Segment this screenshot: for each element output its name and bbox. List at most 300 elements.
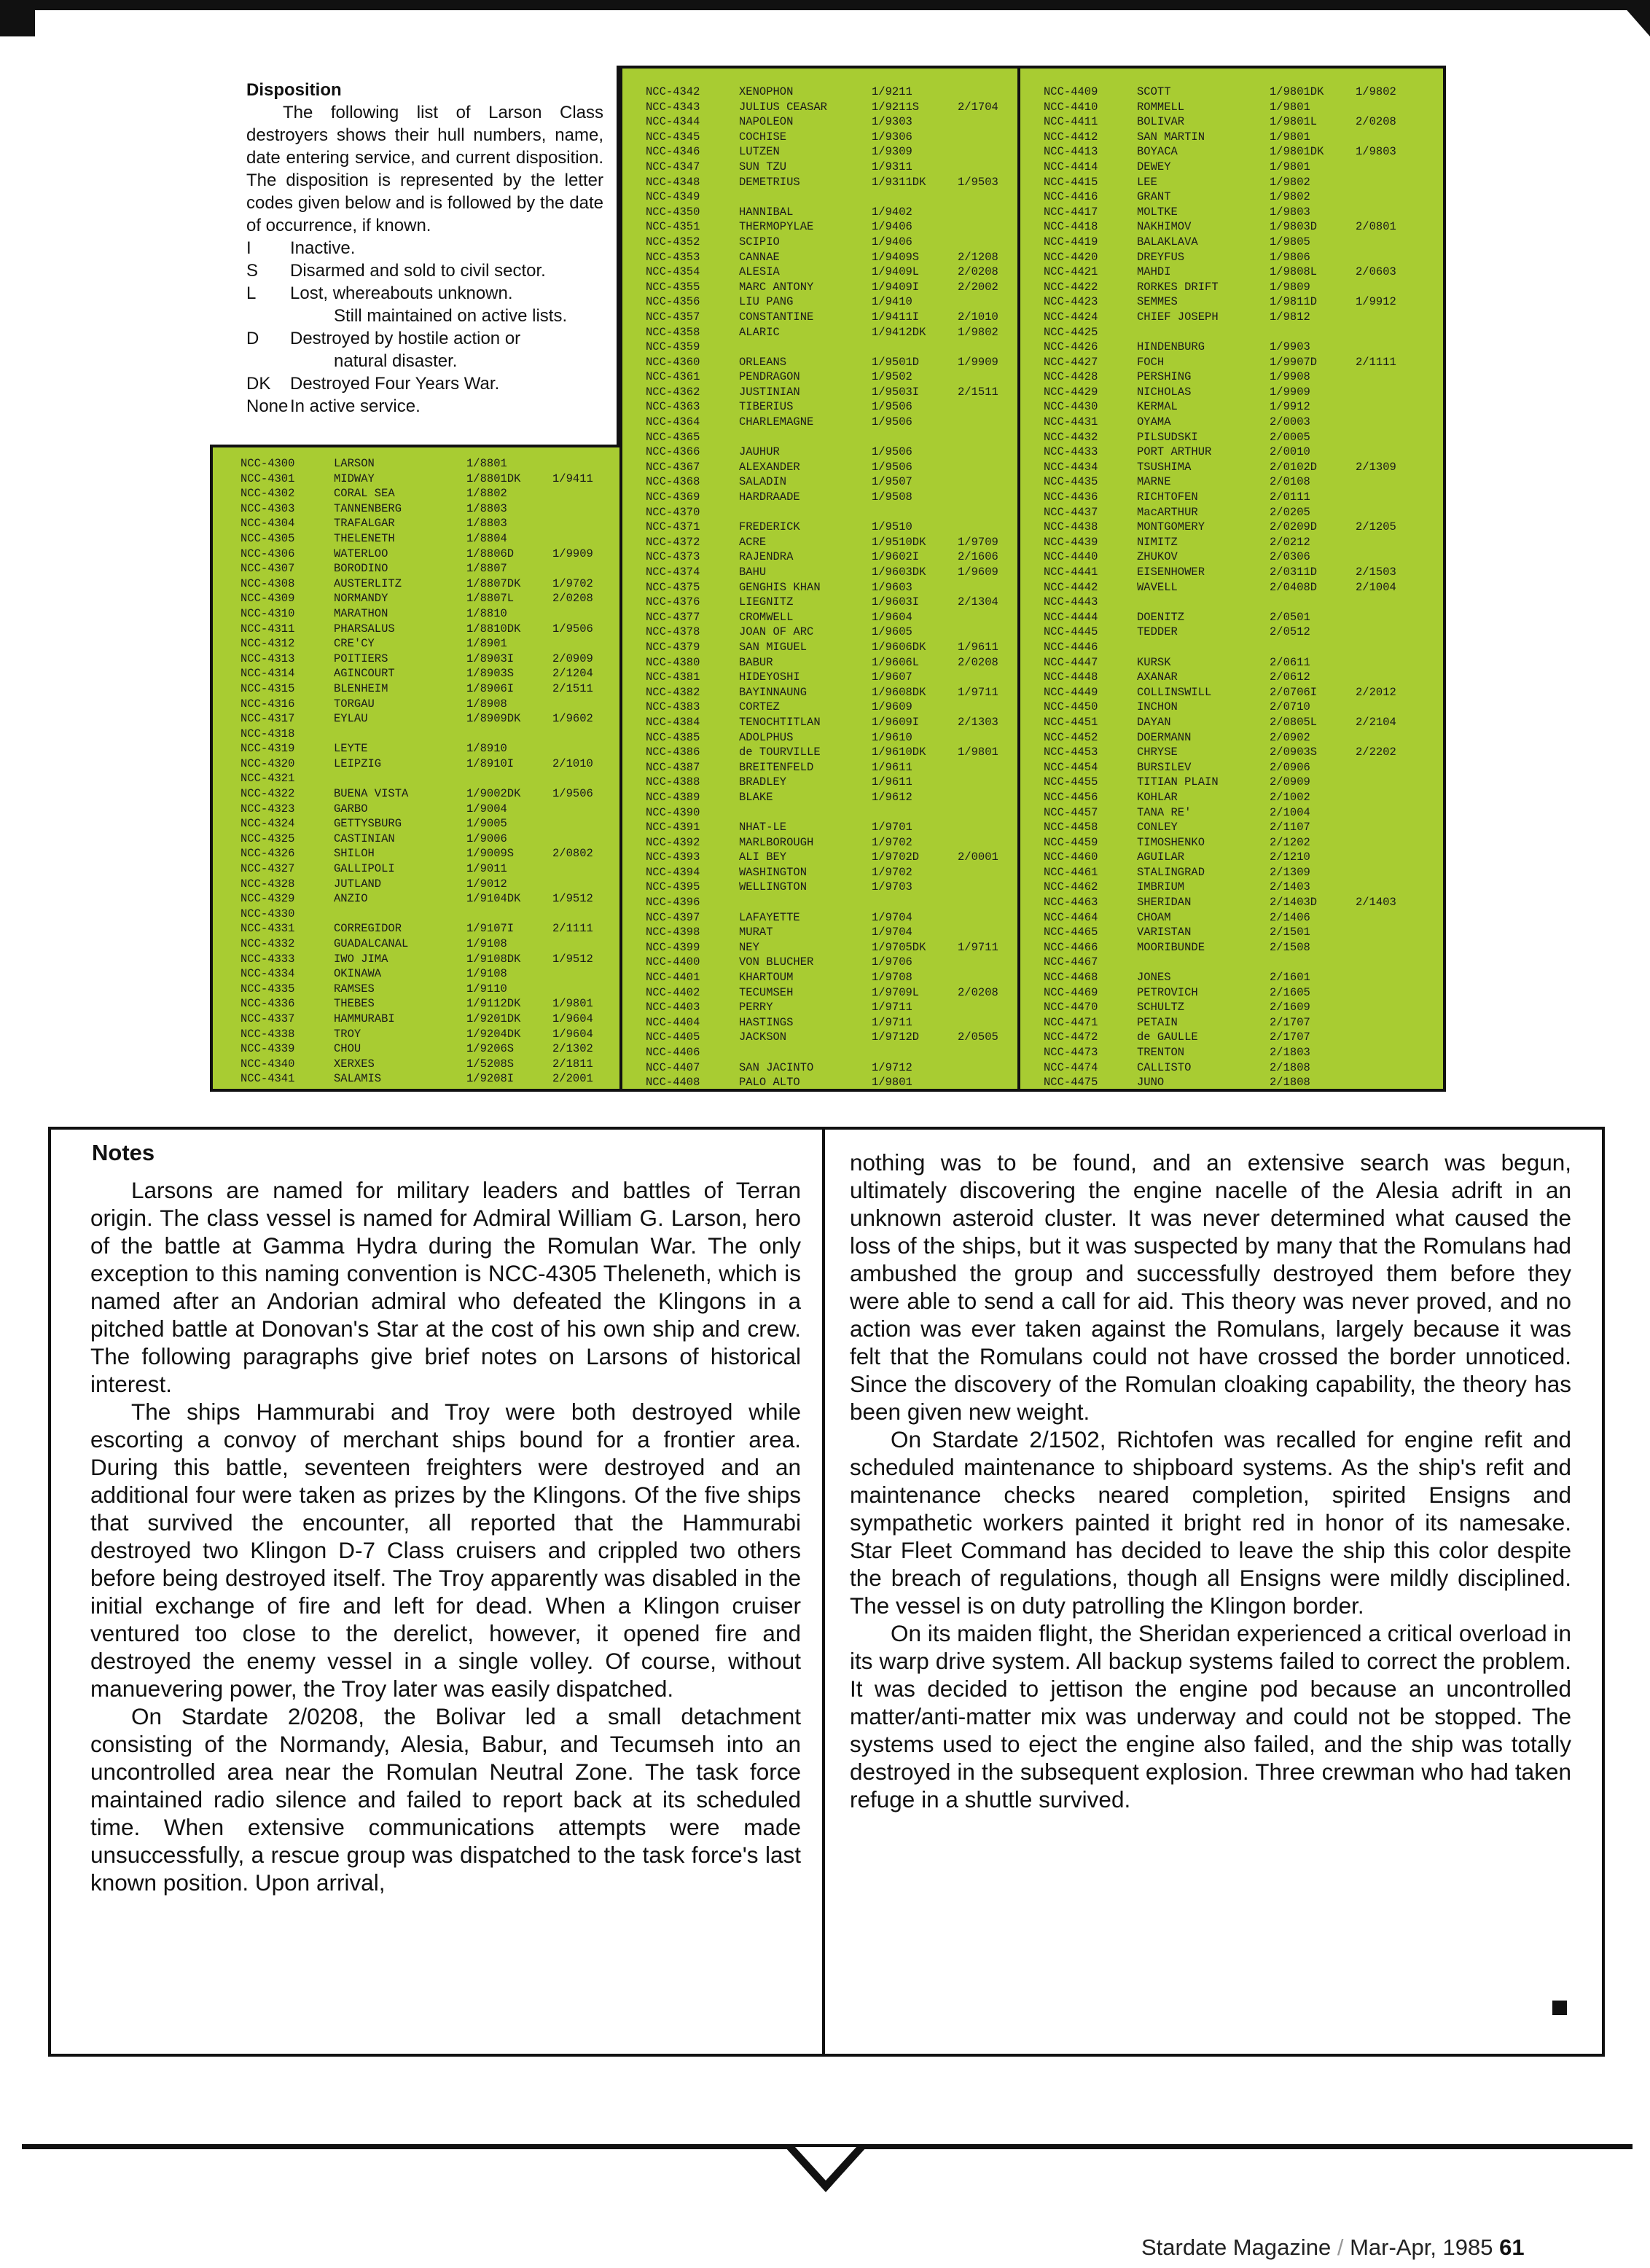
service-date (872, 340, 958, 355)
hull-number: NCC-4318 (241, 727, 295, 740)
ship-name: PILSUDSKI (1137, 430, 1198, 444)
ship-row (1044, 280, 1428, 295)
ship-name: CANNAE (739, 250, 780, 264)
hull-number: NCC-4384 (646, 715, 700, 729)
disposition-date: 2/0603 (1356, 265, 1396, 279)
ship-row (646, 940, 1031, 955)
hull-number: NCC-4345 (646, 130, 700, 144)
ship-row (646, 655, 1031, 670)
service-date: 1/8803 (466, 501, 507, 515)
hull-number: NCC-4330 (241, 907, 295, 920)
hull-number: NCC-4385 (646, 730, 700, 744)
service-date: 1/9801 (1270, 130, 1310, 144)
disposition-date (958, 700, 1031, 715)
disposition-date: 2/0208 (552, 592, 593, 606)
disposition-date (552, 982, 625, 997)
ship-name: TANNENBERG (334, 501, 402, 515)
ship-name: DOERMANN (1137, 730, 1192, 744)
disposition-date (1356, 820, 1428, 835)
service-date: 2/0010 (1270, 445, 1310, 459)
hull-number: NCC-4341 (241, 1072, 295, 1086)
ship-row (646, 1060, 1031, 1076)
ship-name: TRENTON (1137, 1046, 1185, 1059)
disposition-date (552, 877, 625, 892)
ship-name: JUNO (1137, 1076, 1165, 1090)
disposition-date (1356, 925, 1428, 940)
ship-name: HARDRAADE (739, 490, 800, 504)
service-date: 1/9709L (872, 985, 920, 999)
ship-row (241, 1027, 625, 1042)
ship-row (1044, 490, 1428, 505)
ship-name: GARBO (334, 802, 368, 816)
disposition-date (552, 501, 625, 517)
service-date: 1/8903S (466, 667, 515, 681)
ship-row (646, 114, 1031, 130)
service-date: 1/9211 (872, 85, 912, 98)
ship-row (1044, 385, 1428, 400)
hull-number: NCC-4302 (241, 487, 295, 501)
hull-number: NCC-4427 (1044, 355, 1098, 369)
ship-name: MONTGOMERY (1137, 520, 1205, 534)
service-date (466, 907, 552, 922)
service-date: 1/9201DK (466, 1012, 521, 1025)
ship-row (1044, 550, 1428, 565)
disposition-date (1356, 670, 1428, 685)
ship-row (1044, 415, 1428, 430)
ship-row (1044, 730, 1428, 746)
service-date: 1/9603DK (872, 566, 926, 579)
disposition-date (1356, 235, 1428, 250)
disposition-date: 1/9909 (552, 547, 593, 560)
ship-name: MARLBOROUGH (739, 835, 814, 849)
ship-name: CALLISTO (1137, 1060, 1192, 1074)
ship-row (241, 982, 625, 997)
ship-row (241, 816, 625, 832)
ship-name: EISENHOWER (1137, 566, 1205, 579)
ship-row (241, 501, 625, 517)
hull-number: NCC-4350 (646, 205, 700, 219)
hull-number: NCC-4315 (241, 681, 295, 695)
hull-number: NCC-4327 (241, 862, 295, 876)
disposition-date (958, 790, 1031, 805)
hull-number: NCC-4334 (241, 967, 295, 981)
service-date: 1/9204DK (466, 1027, 521, 1041)
ship-row (646, 369, 1031, 385)
hull-number: NCC-4472 (1044, 1031, 1098, 1044)
ship-row (241, 802, 625, 817)
ship-name: SALAMIS (334, 1072, 382, 1086)
ship-row (241, 741, 625, 756)
ship-row (241, 891, 625, 907)
ship-row (646, 790, 1031, 805)
disposition-date: 1/9604 (552, 1027, 593, 1041)
ship-row (1044, 445, 1428, 460)
disposition-date: 2/1010 (552, 756, 593, 770)
disposition-date (1356, 490, 1428, 505)
hull-number: NCC-4424 (1044, 310, 1098, 324)
service-date: 1/8804 (466, 531, 507, 545)
hull-number: NCC-4445 (1044, 625, 1098, 639)
service-date: 2/0710 (1270, 700, 1310, 714)
ship-row (1044, 85, 1428, 100)
ship-name: PENDRAGON (739, 370, 800, 384)
disposition-date: 2/1606 (958, 550, 998, 564)
disposition-date (1356, 474, 1428, 490)
ship-name: BURSILEV (1137, 760, 1192, 774)
disposition-date (958, 474, 1031, 490)
service-date (1270, 955, 1356, 970)
service-date: 1/8810 (466, 606, 507, 620)
ship-row (646, 445, 1031, 460)
disposition-date (552, 606, 625, 622)
ship-row (646, 685, 1031, 700)
hull-number: NCC-4396 (646, 896, 700, 910)
ship-name: LEYTE (334, 742, 368, 756)
disposition-date (1356, 385, 1428, 400)
ship-row (1044, 310, 1428, 325)
ship-row (646, 805, 1031, 821)
service-date: 1/9610DK (872, 746, 926, 759)
disposition-date (552, 966, 625, 982)
ship-name: TIMOSHENKO (1137, 835, 1205, 849)
ship-name: BAYINNAUNG (739, 685, 808, 699)
hull-number: NCC-4356 (646, 295, 700, 309)
service-date: 2/0611 (1270, 655, 1310, 669)
ship-row (241, 531, 625, 547)
ship-row (646, 430, 1031, 445)
hull-number: NCC-4355 (646, 280, 700, 294)
ship-row (646, 250, 1031, 265)
disposition-code: S (246, 261, 259, 281)
disposition-code: None (246, 396, 289, 416)
ship-row (646, 565, 1031, 580)
disposition-date (1356, 1045, 1428, 1060)
ship-row (1044, 1060, 1428, 1076)
disposition-date (1356, 175, 1428, 190)
disposition-date (1356, 340, 1428, 355)
ship-row (1044, 114, 1428, 130)
hull-number: NCC-4347 (646, 160, 700, 173)
ship-row (646, 880, 1031, 895)
service-date: 1/9012 (466, 877, 507, 891)
ship-row (646, 189, 1031, 205)
service-date: 1/9908 (1270, 370, 1310, 384)
ship-row (1044, 1075, 1428, 1090)
service-date (466, 727, 552, 742)
ship-name: HANNIBAL (739, 205, 794, 219)
ship-name (739, 189, 872, 205)
ship-row (646, 1015, 1031, 1031)
ship-name: LUTZEN (739, 145, 780, 159)
ship-name: POITIERS (334, 652, 388, 665)
service-date: 1/9806 (1270, 250, 1310, 264)
service-date: 2/1309 (1270, 865, 1310, 879)
ship-row (241, 606, 625, 622)
hull-number: NCC-4444 (1044, 610, 1098, 624)
ship-row (1044, 460, 1428, 475)
ship-row (1044, 474, 1428, 490)
ship-name: BALAKLAVA (1137, 235, 1198, 249)
ship-row (646, 355, 1031, 370)
ship-row (241, 547, 625, 562)
service-date: 1/9011 (466, 862, 507, 876)
ship-name: SAN MIGUEL (739, 640, 808, 654)
hull-number: NCC-4471 (1044, 1015, 1098, 1029)
hull-number: NCC-4432 (1044, 430, 1098, 444)
disposition-date (958, 1060, 1031, 1076)
disposition-date: 1/9711 (958, 685, 998, 699)
service-date: 1/9907D (1270, 355, 1318, 369)
hull-number: NCC-4321 (241, 772, 295, 786)
ship-row (1044, 1030, 1428, 1045)
disposition-date (1356, 430, 1428, 445)
ship-row (646, 580, 1031, 595)
ship-name (739, 895, 872, 910)
hull-number: NCC-4414 (1044, 160, 1098, 173)
ship-name: GETTYSBURG (334, 817, 402, 831)
disposition-date: 2/2001 (552, 1072, 593, 1086)
ship-name: SHILOH (334, 847, 375, 861)
ship-row (1044, 205, 1428, 220)
service-date: 1/9703 (872, 880, 912, 894)
hull-number: NCC-4470 (1044, 1001, 1098, 1014)
disposition-date: 2/1309 (1356, 460, 1396, 474)
hull-number: NCC-4319 (241, 742, 295, 756)
disposition-date: 1/9709 (958, 535, 998, 549)
ship-name: TANA RE' (1137, 805, 1192, 819)
disposition-code-row (246, 237, 603, 259)
ship-name (334, 771, 466, 786)
service-date: 2/0902 (1270, 730, 1310, 744)
disposition-date: 1/9711 (958, 940, 998, 954)
ship-row (646, 1075, 1031, 1090)
service-date: 1/9605 (872, 625, 912, 639)
ship-row (241, 846, 625, 861)
disposition-code-row (246, 372, 603, 395)
disposition-date (1356, 730, 1428, 746)
hull-number: NCC-4326 (241, 847, 295, 861)
service-date: 2/1605 (1270, 985, 1310, 999)
ship-row (1044, 640, 1428, 655)
ship-name: LEE (1137, 175, 1157, 189)
disposition-date (1356, 595, 1428, 610)
corner-block-right (1618, 0, 1650, 36)
ship-name: XENOPHON (739, 85, 794, 98)
disposition-intro: The following list of Larson Class destroyers shows their hull numbers, name, date entering service, and current disposition. The disposition is represented by the letter codes given below and is followed by the date of occurrence, if known. (246, 103, 603, 235)
ship-row (1044, 655, 1428, 670)
ship-row (1044, 369, 1428, 385)
ship-row (1044, 775, 1428, 790)
disposition-date (552, 456, 625, 472)
disposition-date (958, 1075, 1031, 1090)
service-date: 1/8810DK (466, 622, 521, 636)
hull-number: NCC-4474 (1044, 1060, 1098, 1074)
service-date: 1/9306 (872, 130, 912, 144)
ship-name (739, 430, 872, 445)
hull-number: NCC-4320 (241, 756, 295, 770)
hull-number: NCC-4393 (646, 850, 700, 864)
hull-number: NCC-4349 (646, 190, 700, 204)
hull-number: NCC-4372 (646, 535, 700, 549)
hull-number: NCC-4446 (1044, 640, 1098, 654)
disposition-date (1356, 910, 1428, 926)
ship-name: BREITENFELD (739, 760, 814, 774)
service-date: 1/9704 (872, 926, 912, 939)
service-date: 1/9004 (466, 802, 507, 816)
hull-number: NCC-4305 (241, 531, 295, 545)
disposition-date: 2/2202 (1356, 746, 1396, 759)
disposition-date (552, 802, 625, 817)
ship-row (646, 235, 1031, 250)
hull-number: NCC-4407 (646, 1060, 700, 1074)
hull-number: NCC-4376 (646, 595, 700, 609)
ship-row (241, 861, 625, 877)
service-date: 1/9801L (1270, 115, 1318, 129)
hull-number: NCC-4368 (646, 475, 700, 489)
ship-name: KURSK (1137, 655, 1171, 669)
disposition-date (958, 219, 1031, 235)
top-rule (0, 0, 1650, 10)
ship-name: HAMMURABI (334, 1012, 395, 1025)
ship-name: PETROVICH (1137, 985, 1198, 999)
disposition-date (958, 625, 1031, 640)
disposition-code-description: Destroyed Four Years War. (290, 374, 500, 394)
ship-row (646, 1030, 1031, 1045)
service-date: 2/1406 (1270, 910, 1310, 924)
service-date (872, 189, 958, 205)
ship-name: RAMSES (334, 982, 375, 996)
ship-row (646, 175, 1031, 190)
service-date: 2/0205 (1270, 505, 1310, 519)
hull-number: NCC-4301 (241, 472, 295, 485)
ship-row (241, 472, 625, 487)
hull-number: NCC-4387 (646, 760, 700, 774)
ship-name: TITIAN PLAIN (1137, 775, 1219, 789)
hull-number: NCC-4390 (646, 805, 700, 819)
service-date: 2/0108 (1270, 475, 1310, 489)
ship-name: TRAFALGAR (334, 517, 395, 531)
ship-row (1044, 294, 1428, 310)
ship-row (1044, 189, 1428, 205)
disposition-date (958, 925, 1031, 940)
notes-paragraph: Larsons are named for military leaders and battles of Terran origin. The class vessel is named for Admiral William G. Larson, hero of the battle at Gamma Hydra during the Romulan War. The only exception to this naming convention is NCC-4305 Theleneth, which is named after an Andorian admiral who defeated the Klingons in a pitched battle at Donovan's Star at the cost of his own ship and crew. The following paragraphs give brief notes on Larsons of historical interest. (90, 1177, 801, 1397)
hull-number: NCC-4369 (646, 490, 700, 504)
ship-row (241, 456, 625, 472)
hull-number: NCC-4300 (241, 457, 295, 470)
disposition-date (958, 835, 1031, 850)
end-mark (1552, 2001, 1567, 2015)
service-date: 2/0906 (1270, 760, 1310, 774)
ship-name: MacARTHUR (1137, 505, 1198, 519)
service-date: 1/9712 (872, 1060, 912, 1074)
ship-name: SCHULTZ (1137, 1001, 1185, 1014)
disposition-date (958, 760, 1031, 775)
ship-name: NORMANDY (334, 592, 388, 606)
ship-row (1044, 715, 1428, 730)
ship-name: AXANAR (1137, 670, 1178, 684)
hull-number: NCC-4458 (1044, 821, 1098, 834)
ship-name: CHOU (334, 1042, 361, 1056)
hull-number: NCC-4325 (241, 832, 295, 845)
disposition-date: 2/1010 (958, 310, 998, 324)
ship-name: SCOTT (1137, 85, 1171, 98)
service-date: 2/0306 (1270, 550, 1310, 564)
disposition-date: 2/0802 (552, 847, 593, 861)
service-date: 2/0408D (1270, 580, 1318, 594)
ship-name: NAPOLEON (739, 115, 794, 129)
ship-name: PALO ALTO (739, 1076, 800, 1090)
hull-number: NCC-4453 (1044, 746, 1098, 759)
ship-name: JUTLAND (334, 877, 382, 891)
hull-number: NCC-4361 (646, 370, 700, 384)
hull-number: NCC-4417 (1044, 205, 1098, 219)
hull-number: NCC-4455 (1044, 775, 1098, 789)
ship-row (646, 550, 1031, 565)
disposition-date (1356, 1030, 1428, 1045)
ship-name: LIU PANG (739, 295, 794, 309)
ship-row (1044, 250, 1428, 265)
hull-number: NCC-4416 (1044, 190, 1098, 204)
service-date: 1/9809 (1270, 280, 1310, 294)
notes-title: Notes (92, 1140, 155, 1165)
service-date: 2/0512 (1270, 625, 1310, 639)
ship-name: GUADALCANAL (334, 937, 409, 950)
ship-name: ROMMELL (1137, 100, 1185, 114)
service-date: 1/8901 (466, 637, 507, 651)
ship-row (646, 715, 1031, 730)
disposition-date (958, 205, 1031, 220)
disposition-date (1356, 625, 1428, 640)
hull-number: NCC-4310 (241, 606, 295, 620)
ship-row (241, 486, 625, 501)
service-date: 2/1601 (1270, 971, 1310, 985)
ship-name: TECUMSEH (739, 985, 794, 999)
service-date: 2/0003 (1270, 415, 1310, 429)
disposition-codes (246, 237, 603, 418)
ship-name: SEMMES (1137, 295, 1178, 309)
disposition-date: 1/9912 (1356, 295, 1396, 309)
ship-name: SUN TZU (739, 160, 787, 173)
hull-number: NCC-4324 (241, 817, 295, 831)
service-date: 1/9704 (872, 910, 912, 924)
hull-number: NCC-4373 (646, 550, 700, 564)
hull-number: NCC-4365 (646, 430, 700, 444)
service-date (872, 430, 958, 445)
disposition-date (1356, 100, 1428, 115)
disposition-box (210, 66, 619, 447)
hull-number: NCC-4467 (1044, 955, 1098, 969)
ship-row (1044, 610, 1428, 625)
ship-row (1044, 580, 1428, 595)
service-date: 2/1002 (1270, 790, 1310, 804)
service-date: 1/5208S (466, 1057, 515, 1071)
service-date: 1/9208I (466, 1072, 515, 1086)
service-date (872, 895, 958, 910)
disposition-date (1356, 640, 1428, 655)
hull-number: NCC-4312 (241, 637, 295, 651)
ship-row (1044, 144, 1428, 160)
disposition-date: 2/0208 (958, 265, 998, 279)
disposition-code-row (246, 395, 603, 418)
disposition-date (1356, 940, 1428, 955)
ship-name: THEBES (334, 997, 375, 1011)
service-date: 2/0706I (1270, 685, 1318, 699)
ship-row (241, 516, 625, 531)
service-date: 1/9406 (872, 220, 912, 234)
hull-number: NCC-4363 (646, 400, 700, 414)
hull-number: NCC-4306 (241, 547, 295, 560)
hull-number: NCC-4322 (241, 787, 295, 801)
